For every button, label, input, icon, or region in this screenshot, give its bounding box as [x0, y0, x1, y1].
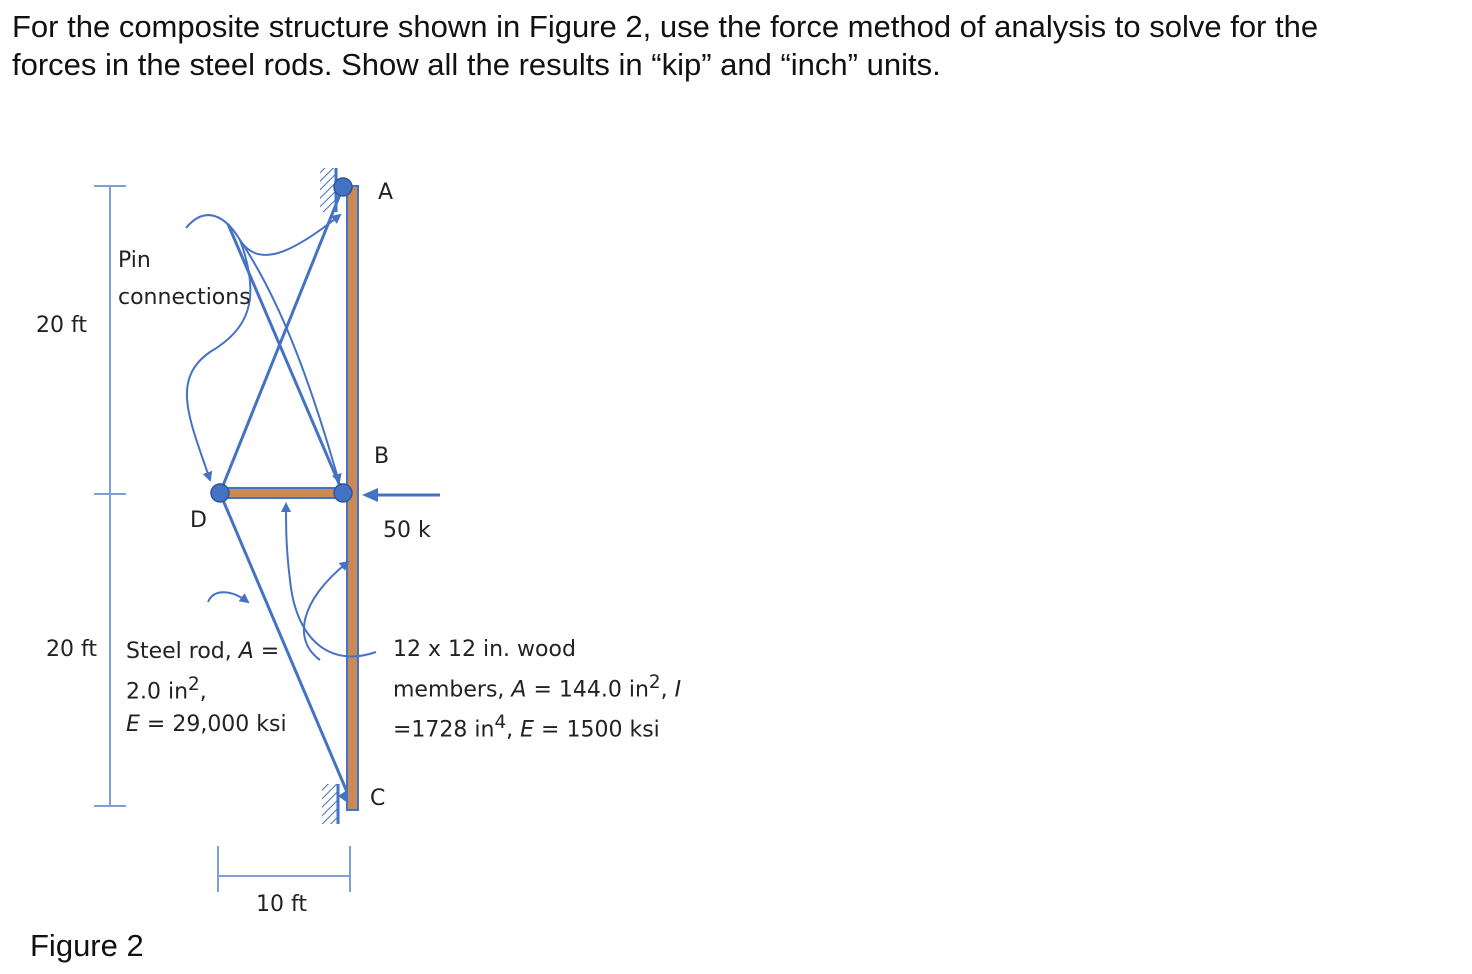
node-label-a: A: [378, 180, 394, 205]
node-label-b: B: [374, 444, 390, 469]
arrow-to-steel-rod: [208, 592, 248, 602]
node-label-d: D: [190, 508, 207, 533]
load-label: 50 k: [383, 518, 431, 543]
wood-member-properties: 12 x 12 in. wood members, A = 144.0 $in^2$, I =1728 $in^4$, E = 1500 ksi: [393, 637, 682, 743]
applied-load-50k: [362, 488, 440, 502]
problem-line-1: For the composite structure shown in Figure 2, use the force method of analysis to solve for the: [12, 9, 1319, 44]
arrow-to-wood-beam: [286, 504, 376, 656]
pin-d: [211, 484, 229, 502]
problem-line-2: forces in the steel rods. Show all the results in “kip” and “inch” units.: [12, 47, 941, 82]
load-arrow-icon: [362, 488, 378, 502]
pin-label-line-1: Pin: [118, 248, 151, 273]
arrow-to-wood-column: [304, 562, 348, 660]
wood-beam-db: [220, 488, 344, 498]
node-label-c: C: [370, 786, 386, 811]
steel-rod-b: [228, 224, 343, 493]
dimension-upper-label: 20 ft: [36, 313, 87, 338]
figure-caption: Figure 2: [30, 928, 144, 963]
pin-label-line-2: connections: [118, 285, 251, 310]
support-a: [320, 168, 336, 212]
dimension-horizontal-label: 10 ft: [256, 892, 307, 917]
dimension-lower-label: 20 ft: [46, 637, 97, 662]
pin-b: [334, 484, 352, 502]
steel-rod-properties: Steel rod, A = 2.0 $in^2$, E = 29,000 ksi: [126, 639, 287, 738]
pin-a: [334, 178, 352, 196]
